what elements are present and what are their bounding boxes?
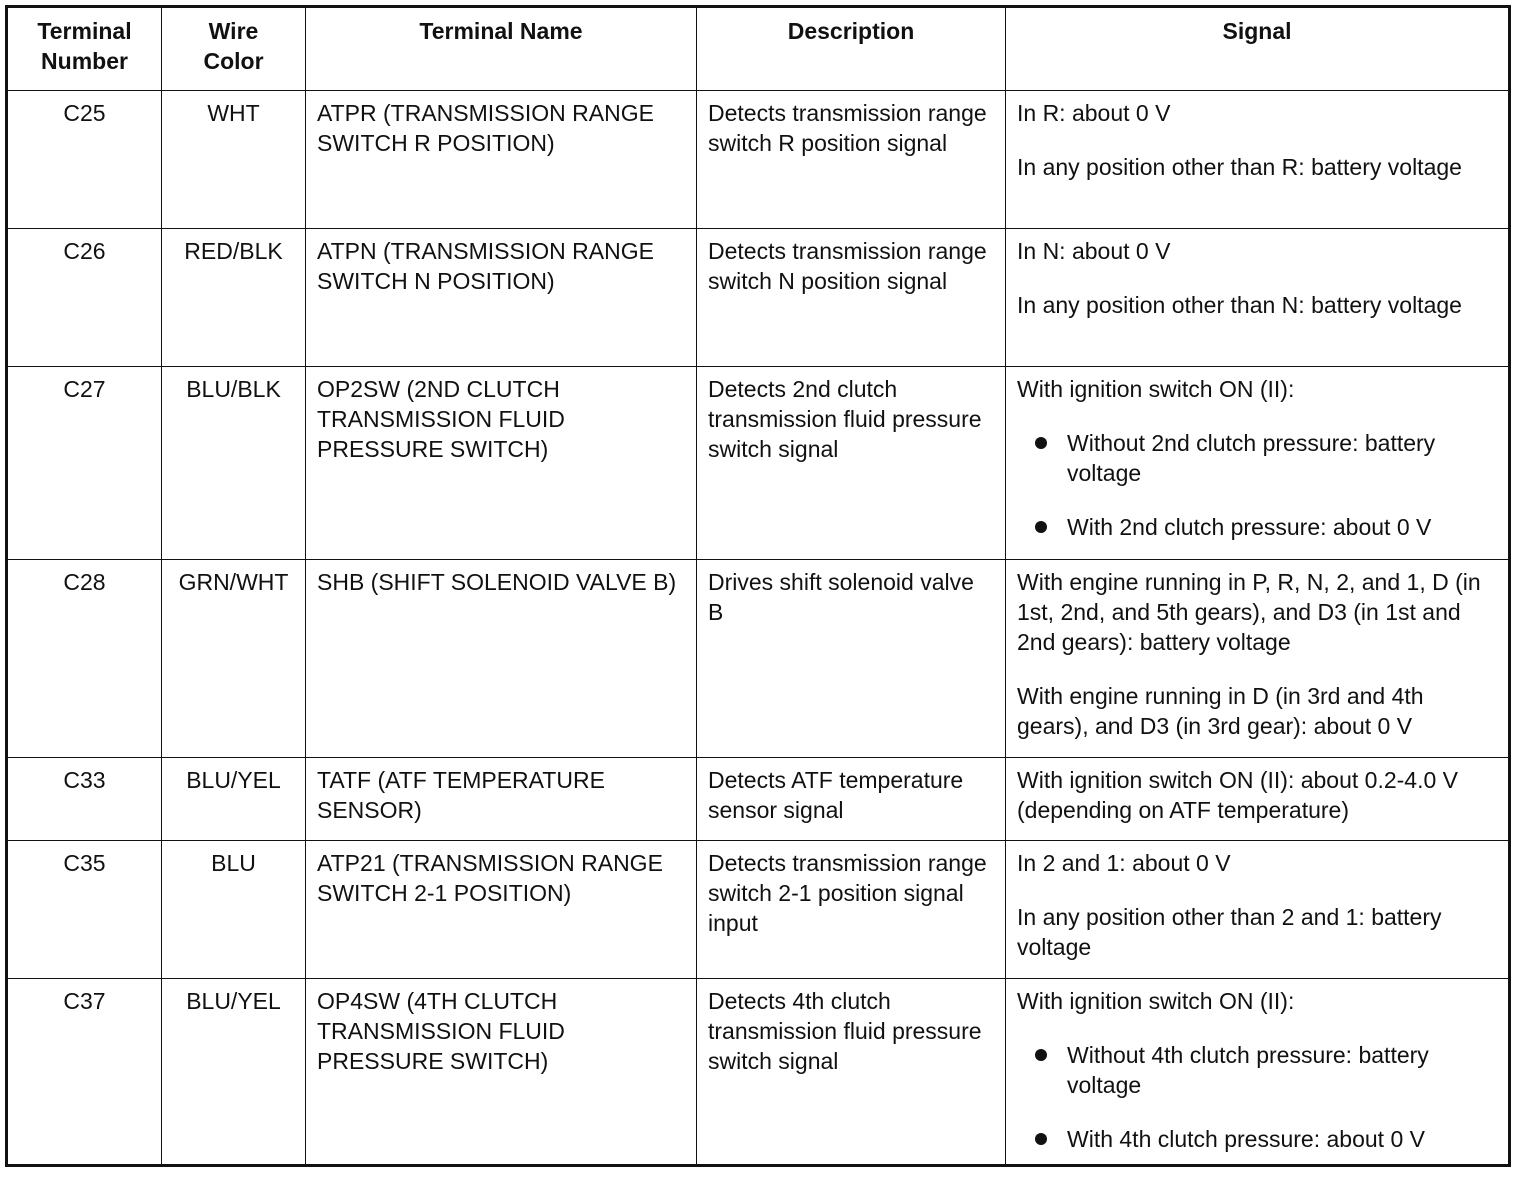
terminal-number-cell: C37 [7, 979, 162, 1166]
wire-color-cell: GRN/WHT [162, 560, 306, 758]
description-cell: Detects 4th clutch transmission fluid pressure switch signal [697, 979, 1006, 1166]
header-terminal-number [7, 7, 162, 91]
table-row [7, 841, 1510, 979]
wire-color-cell: BLU/YEL [162, 758, 306, 841]
signal-bullet-text: With 4th clutch pressure: about 0 V [1067, 1126, 1425, 1152]
signal-bullet-list [1017, 428, 1497, 542]
signal-line: In R: about 0 V [1017, 100, 1171, 126]
wire-color-cell: BLU/BLK [162, 367, 306, 560]
table-row [7, 91, 1510, 229]
signal-cell [1006, 841, 1510, 979]
table-header [7, 7, 1510, 91]
terminal-name-cell: OP2SW (2ND CLUTCH TRANSMISSION FLUID PRESSURE SWITCH) [306, 367, 697, 560]
terminal-number-cell: C33 [7, 758, 162, 841]
terminal-number-cell: C28 [7, 560, 162, 758]
header-row [7, 7, 1510, 91]
table-row [7, 758, 1510, 841]
signal-bullet-list [1017, 1040, 1497, 1154]
header-wire-color-line1: Wire [208, 18, 259, 44]
header-description: Description [697, 7, 1006, 91]
signal-bullet-text: With 2nd clutch pressure: about 0 V [1067, 514, 1432, 540]
wire-color-cell: RED/BLK [162, 229, 306, 367]
signal-bullet-item [1017, 1124, 1497, 1154]
wire-color-cell: WHT [162, 91, 306, 229]
signal-cell [1006, 367, 1510, 560]
header-wire-color [162, 7, 306, 91]
header-signal: Signal [1006, 7, 1510, 91]
terminal-name-cell: OP4SW (4TH CLUTCH TRANSMISSION FLUID PRESSURE SWITCH) [306, 979, 697, 1166]
description-cell: Drives shift solenoid valve B [697, 560, 1006, 758]
wire-color-cell: BLU/YEL [162, 979, 306, 1166]
bullet-icon [1035, 1049, 1047, 1061]
table-body [7, 91, 1510, 1166]
description-cell: Detects 2nd clutch transmission fluid pressure switch signal [697, 367, 1006, 560]
table-row [7, 367, 1510, 560]
signal-line: With engine running in D (in 3rd and 4th gears), and D3 (in 3rd gear): about 0 V [1017, 683, 1424, 739]
terminal-name-cell: TATF (ATF TEMPERATURE SENSOR) [306, 758, 697, 841]
terminal-number-cell: C27 [7, 367, 162, 560]
signal-line: In any position other than R: battery voltage [1017, 154, 1462, 180]
terminal-number-cell: C26 [7, 229, 162, 367]
terminal-name-cell: ATP21 (TRANSMISSION RANGE SWITCH 2-1 POSITION) [306, 841, 697, 979]
signal-bullet-item [1017, 1040, 1497, 1100]
signal-cell [1006, 979, 1510, 1166]
table-row [7, 560, 1510, 758]
signal-cell [1006, 229, 1510, 367]
signal-bullet-item [1017, 428, 1497, 488]
description-cell: Detects transmission range switch R position signal [697, 91, 1006, 229]
table-row [7, 229, 1510, 367]
terminal-table [5, 5, 1511, 1167]
terminal-name-cell: SHB (SHIFT SOLENOID VALVE B) [306, 560, 697, 758]
signal-intro: With ignition switch ON (II): [1017, 376, 1295, 402]
signal-line: With engine running in P, R, N, 2, and 1, D (in 1st, 2nd, and 5th gears), and D3 (in 1st and 2nd gears): battery voltage [1017, 569, 1481, 655]
signal-bullet-text: Without 4th clutch pressure: battery voltage [1067, 1042, 1429, 1098]
bullet-icon [1035, 437, 1047, 449]
signal-cell [1006, 91, 1510, 229]
terminal-name-cell: ATPN (TRANSMISSION RANGE SWITCH N POSITION) [306, 229, 697, 367]
terminal-number-cell: C35 [7, 841, 162, 979]
header-terminal-number-line2: Number [41, 48, 128, 74]
signal-bullet-text: Without 2nd clutch pressure: battery voltage [1067, 430, 1436, 486]
terminal-name-cell: ATPR (TRANSMISSION RANGE SWITCH R POSITION) [306, 91, 697, 229]
signal-bullet-item [1017, 512, 1497, 542]
signal-line: With ignition switch ON (II): about 0.2-4.0 V (depending on ATF temperature) [1017, 767, 1459, 823]
description-cell: Detects ATF temperature sensor signal [697, 758, 1006, 841]
header-terminal-name: Terminal Name [306, 7, 697, 91]
bullet-icon [1035, 1133, 1047, 1145]
terminal-number-cell: C25 [7, 91, 162, 229]
signal-cell [1006, 560, 1510, 758]
header-terminal-number-line1: Terminal [37, 18, 132, 44]
bullet-icon [1035, 521, 1047, 533]
signal-cell [1006, 758, 1510, 841]
signal-line: In any position other than N: battery voltage [1017, 292, 1462, 318]
signal-line: In 2 and 1: about 0 V [1017, 850, 1231, 876]
signal-line: In any position other than 2 and 1: battery voltage [1017, 904, 1442, 960]
wire-color-cell: BLU [162, 841, 306, 979]
description-cell: Detects transmission range switch N position signal [697, 229, 1006, 367]
description-cell: Detects transmission range switch 2-1 position signal input [697, 841, 1006, 979]
table-row [7, 979, 1510, 1166]
header-wire-color-line2: Color [203, 48, 264, 74]
signal-line: In N: about 0 V [1017, 238, 1171, 264]
signal-intro: With ignition switch ON (II): [1017, 988, 1295, 1014]
